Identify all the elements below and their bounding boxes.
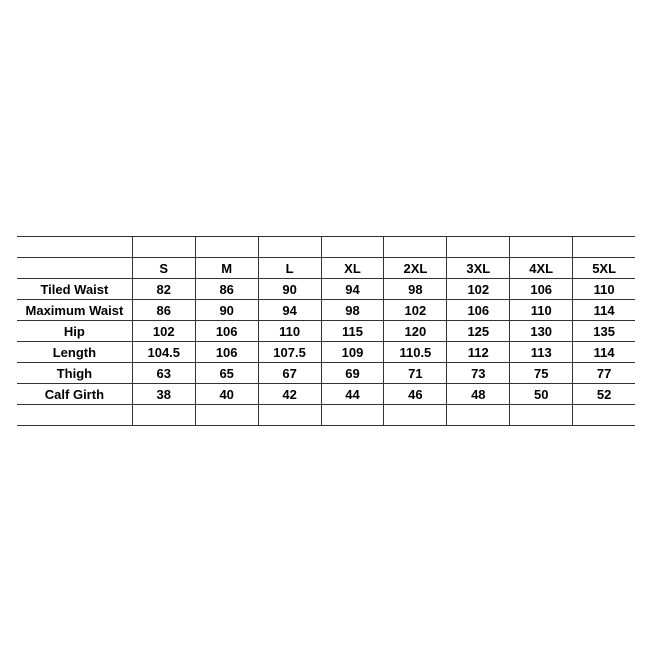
table-cell-empty bbox=[446, 405, 509, 425]
table-cell: 102 bbox=[383, 300, 446, 320]
table-cell: 90 bbox=[258, 279, 321, 299]
table-cell: 77 bbox=[572, 363, 635, 383]
table-row bbox=[17, 362, 635, 383]
table-cell: 114 bbox=[572, 342, 635, 362]
table-cell: 106 bbox=[509, 279, 572, 299]
table-cell: 130 bbox=[509, 321, 572, 341]
table-cell-empty bbox=[321, 237, 384, 257]
table-cell: 75 bbox=[509, 363, 572, 383]
table-row bbox=[17, 341, 635, 362]
table-cell: 44 bbox=[321, 384, 384, 404]
row-label: Thigh bbox=[56, 365, 93, 381]
table-cell: 86 bbox=[195, 279, 258, 299]
row-label: Maximum Waist bbox=[25, 302, 124, 318]
table-cell-empty bbox=[509, 405, 572, 425]
row-label: Length bbox=[52, 344, 97, 360]
table-cell-empty bbox=[132, 237, 195, 257]
table-cell-empty bbox=[258, 405, 321, 425]
table-cell: 98 bbox=[321, 300, 384, 320]
table-cell: 63 bbox=[132, 363, 195, 383]
table-cell: 110 bbox=[509, 300, 572, 320]
table-cell: 110 bbox=[572, 279, 635, 299]
table-cell: 65 bbox=[195, 363, 258, 383]
table-cell: 110.5 bbox=[383, 342, 446, 362]
size-header: XL bbox=[321, 258, 384, 278]
size-header: L bbox=[258, 258, 321, 278]
size-header: 3XL bbox=[446, 258, 509, 278]
row-label: Tiled Waist bbox=[40, 281, 109, 297]
table-cell: 69 bbox=[321, 363, 384, 383]
table-cell: 42 bbox=[258, 384, 321, 404]
table-row bbox=[17, 383, 635, 404]
table-cell-empty bbox=[572, 237, 635, 257]
table-cell: 112 bbox=[446, 342, 509, 362]
table-cell: 110 bbox=[258, 321, 321, 341]
table-cell: 109 bbox=[321, 342, 384, 362]
table-cell: 46 bbox=[383, 384, 446, 404]
size-chart-table bbox=[17, 236, 635, 426]
table-corner-cell bbox=[17, 258, 132, 278]
table-cell-empty bbox=[132, 405, 195, 425]
table-cell: 115 bbox=[321, 321, 384, 341]
row-label: Hip bbox=[63, 323, 85, 339]
table-cell-empty bbox=[321, 405, 384, 425]
table-cell: 67 bbox=[258, 363, 321, 383]
table-cell: 40 bbox=[195, 384, 258, 404]
table-cell: 94 bbox=[321, 279, 384, 299]
size-header: 5XL bbox=[572, 258, 635, 278]
table-cell: 120 bbox=[383, 321, 446, 341]
table-cell: 106 bbox=[195, 342, 258, 362]
table-cell: 114 bbox=[572, 300, 635, 320]
table-cell-empty bbox=[383, 237, 446, 257]
table-row bbox=[17, 320, 635, 341]
table-cell: 71 bbox=[383, 363, 446, 383]
table-row bbox=[17, 278, 635, 299]
table-empty-row-top bbox=[17, 236, 635, 257]
table-cell: 98 bbox=[383, 279, 446, 299]
table-cell: 82 bbox=[132, 279, 195, 299]
table-cell-empty bbox=[258, 237, 321, 257]
size-header: 4XL bbox=[509, 258, 572, 278]
table-row bbox=[17, 299, 635, 320]
table-cell: 102 bbox=[446, 279, 509, 299]
table-cell-empty bbox=[17, 237, 132, 257]
table-cell: 106 bbox=[446, 300, 509, 320]
table-cell-empty bbox=[509, 237, 572, 257]
size-header: M bbox=[195, 258, 258, 278]
table-cell: 135 bbox=[572, 321, 635, 341]
table-cell: 107.5 bbox=[258, 342, 321, 362]
table-cell-empty bbox=[383, 405, 446, 425]
table-cell: 106 bbox=[195, 321, 258, 341]
table-cell: 94 bbox=[258, 300, 321, 320]
table-cell: 38 bbox=[132, 384, 195, 404]
table-cell: 50 bbox=[509, 384, 572, 404]
table-empty-row-bottom bbox=[17, 404, 635, 426]
table-cell: 86 bbox=[132, 300, 195, 320]
table-cell-empty bbox=[446, 237, 509, 257]
table-cell-empty bbox=[195, 405, 258, 425]
table-cell-empty bbox=[195, 237, 258, 257]
table-cell: 48 bbox=[446, 384, 509, 404]
table-cell: 102 bbox=[132, 321, 195, 341]
table-cell: 73 bbox=[446, 363, 509, 383]
size-header: S bbox=[132, 258, 195, 278]
table-cell-empty bbox=[17, 405, 132, 425]
table-header-row bbox=[17, 257, 635, 278]
size-header: 2XL bbox=[383, 258, 446, 278]
table-cell-empty bbox=[572, 405, 635, 425]
table-cell: 125 bbox=[446, 321, 509, 341]
table-cell: 52 bbox=[572, 384, 635, 404]
table-cell: 90 bbox=[195, 300, 258, 320]
row-label: Calf Girth bbox=[44, 386, 105, 402]
table-cell: 104.5 bbox=[132, 342, 195, 362]
table-cell: 113 bbox=[509, 342, 572, 362]
